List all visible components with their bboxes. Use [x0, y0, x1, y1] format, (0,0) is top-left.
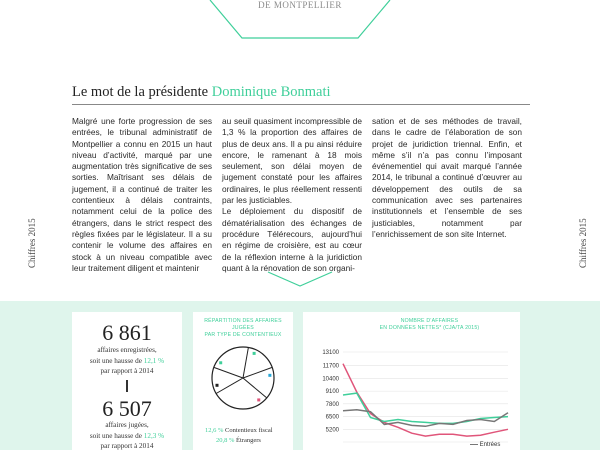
entries-pct: 12,1 %	[143, 356, 165, 365]
paragraph: au seuil quasiment incompressible de 1,3 % la proportion des affaires de plus de deux ans. Il a pu ainsi réduire encore, le ramenant à 18 mois seulement, son délai moyen de jugement constaté pour les affaires ordinaires, le plus réellement ressenti par les justiciables.	[222, 116, 362, 206]
y-tick-label: 13100	[322, 350, 339, 356]
side-label-left: Chiffres 2015	[27, 218, 37, 268]
side-label-right: Chiffres 2015	[578, 218, 588, 268]
paragraph: Malgré une forte progression de ses entrées, le tribunal administratif de Montpellier a connu en 2015 un haut niveau d’activité, marqué par une augmentation très significative de ses sorties. Maîtrisant ses délais de jugement, il a continué de traiter les contentieux à délais contraints, notamment celui de la police des étrangers, dans le strict respect des règles fixées par le législateur. Il a su contenir le volume des affaires en stock à un niveau compatible avec leur traitement diligent et maintenir	[72, 116, 212, 273]
entries-line2-prefix: soit une hausse de	[89, 356, 144, 365]
header-subtitle: DE MONTPELLIER	[258, 0, 342, 10]
y-tick-label: 9100	[325, 389, 339, 396]
judged-line1: affaires jugées,	[105, 421, 149, 429]
title-prefix: Le mot de la présidente	[72, 84, 212, 100]
pie-legend-pct: 12,6 %	[205, 427, 224, 434]
judged-line3: par rapport à 2014	[100, 442, 154, 450]
entries-caption	[72, 345, 182, 377]
line-legend-item	[470, 442, 500, 448]
judged-line2-prefix: soit une hausse de	[89, 431, 144, 440]
pie-slice-marker	[219, 361, 222, 364]
stats-separator	[126, 380, 128, 392]
pie-legend-item	[205, 427, 273, 434]
pie-slice-divider	[243, 378, 267, 398]
y-tick-label: 7800	[325, 401, 339, 408]
judged-caption	[72, 420, 182, 452]
pie-title-line2: PAR TYPE DE CONTENTIEUX	[204, 332, 282, 338]
pie-legend-pct: 20,8 %	[216, 437, 235, 444]
y-tick-label: 5200	[325, 427, 339, 434]
pie-slice-divider	[243, 347, 248, 378]
title-name: Dominique Bonmati	[211, 84, 331, 100]
text-column-1	[72, 116, 212, 274]
y-tick-label: 11700	[322, 363, 339, 370]
entries-line3: par rapport à 2014	[100, 367, 154, 375]
pie-chart	[193, 338, 293, 418]
series-line	[343, 364, 508, 436]
pie-legend-label: Contentieux fiscal	[223, 427, 273, 434]
legend-swatch	[470, 444, 478, 445]
y-tick-label: 10400	[322, 376, 339, 383]
y-tick-label: 6500	[325, 414, 339, 421]
paragraph: Le déploiement du dispositif de dématérialisation des échanges de procédure Télérecours, aujourd’hui en régime de croisière, est au cœur de la réflexion interne à la juridiction quant à la rénovation de son organi-	[222, 206, 362, 273]
line-legend-label: Entrées	[479, 442, 501, 448]
paragraph: sation et de ses méthodes de travail, dans le cadre de l’élaboration de son projet de juridiction triennal. Enfin, et même s’il n’a pas connu l’imposant événementiel qui avait marqué l’année 2014, le tribunal a continué d’œuvrer au développement des outils de sa communication avec ses partenaires institutionnels et l’ensemble de ses justiciables, notamment par l’enrichissement de son site Internet.	[372, 116, 522, 239]
pie-slice-marker	[253, 352, 256, 355]
text-column-3	[372, 116, 522, 240]
pie-slice-marker	[268, 374, 271, 377]
judged-number: 6 507	[102, 396, 152, 421]
entries-line1: affaires enregistrées,	[97, 346, 157, 354]
pie-legend-label: Étrangers	[234, 437, 261, 444]
pie-slice-divider	[214, 367, 243, 378]
pie-slice-divider	[216, 378, 243, 394]
entries-number: 6 861	[102, 320, 152, 345]
pie-slice-divider	[243, 367, 272, 378]
pie-slice-marker	[257, 398, 260, 401]
page-title	[72, 84, 331, 101]
title-rule	[72, 104, 530, 105]
pie-legend-item	[216, 437, 261, 444]
pie-title	[193, 318, 293, 339]
pie-slice-marker	[216, 384, 219, 387]
line-chart-title-line1: NOMBRE D’AFFAIRES	[400, 318, 459, 324]
line-chart	[303, 330, 520, 450]
judged-pct: 12,3 %	[143, 431, 165, 440]
text-column-2	[222, 116, 362, 274]
pie-title-line1: RÉPARTITION DES AFFAIRES JUGÉES	[204, 318, 282, 331]
line-chart-title-line2: EN DONNÉES NETTES* (CJA/TA 2015)	[379, 325, 480, 331]
